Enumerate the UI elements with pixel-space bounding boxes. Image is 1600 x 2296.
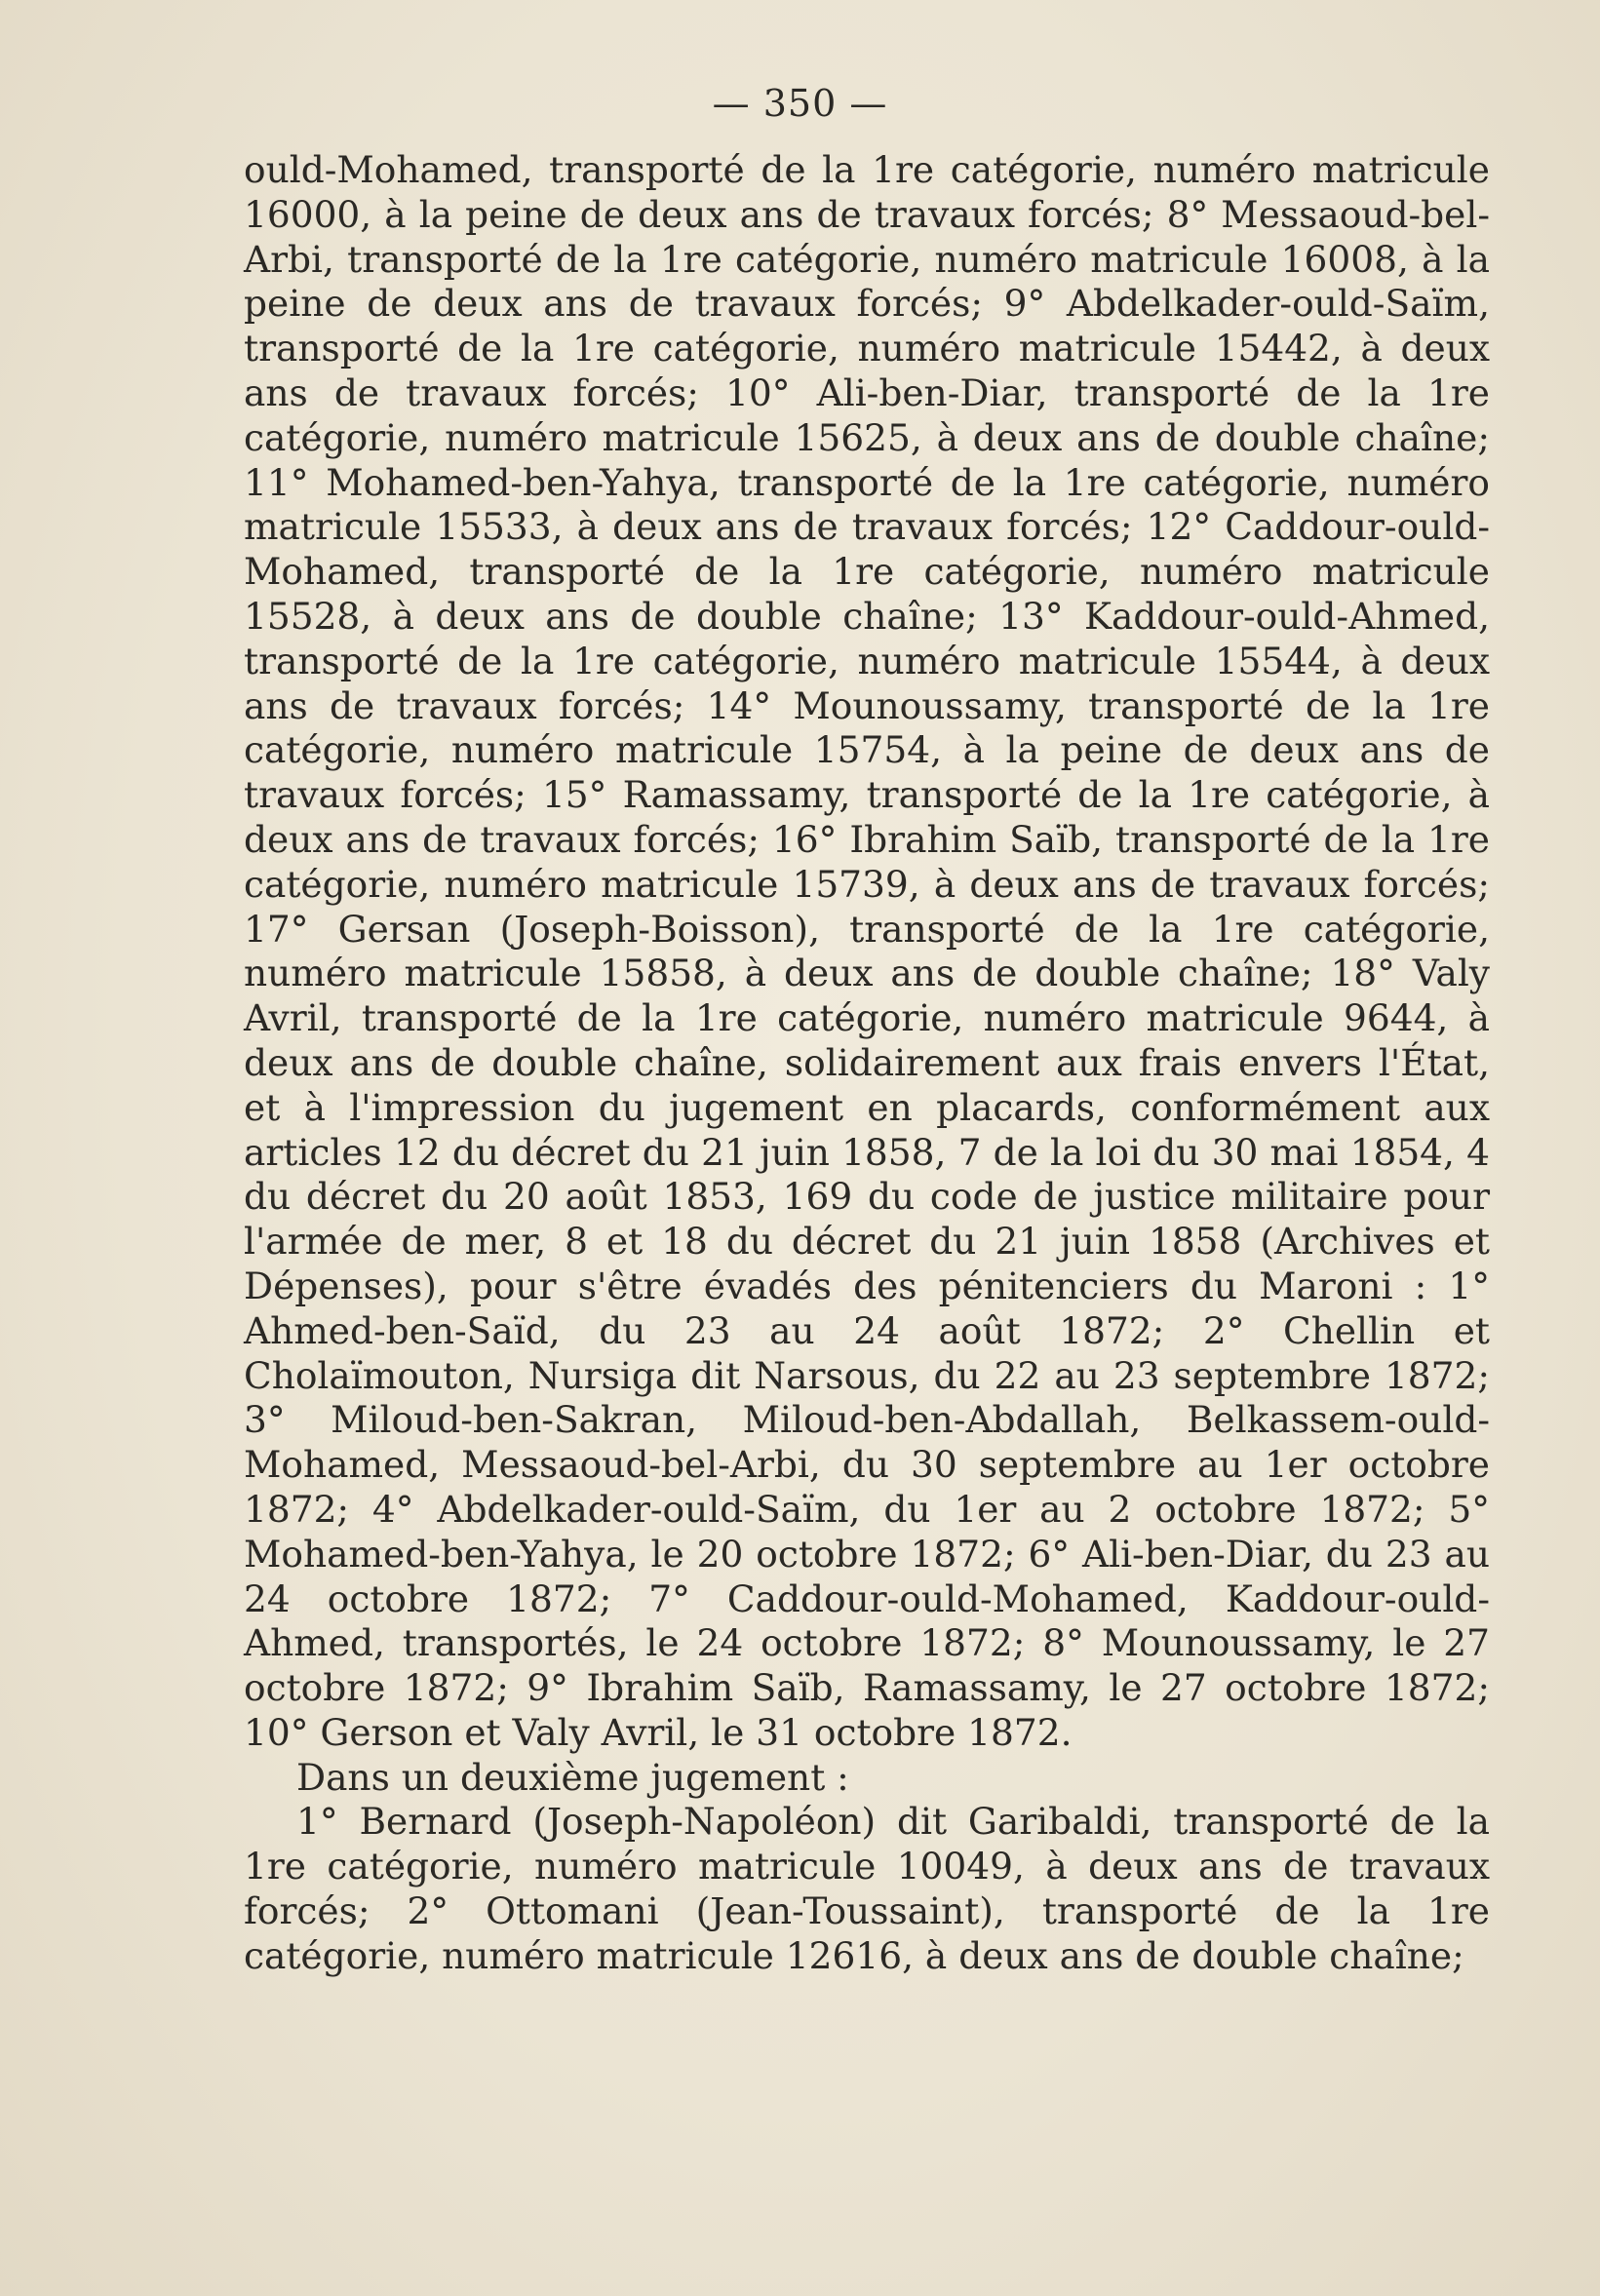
paragraph-2: Dans un deuxième jugement : (296, 1755, 849, 1799)
paragraph-3: 1° Bernard (Joseph-Napoléon) dit Garibaldi, transporté de la 1re catégorie, numéro matricule 10049, à deux ans de travaux forcés; 2° Ottomani (Jean-Toussaint), transporté de la 1re catégorie, numéro matricule 12616, à deux ans de double chaîne; (244, 1800, 1490, 1977)
paragraph-1: ould-Mohamed, transporté de la 1re catégorie, numéro matricule 16000, à la peine de deux ans de travaux forcés; 8° Messaoud-bel-Arbi, transporté de la 1re catégorie, numéro matricule 16008, à la peine de deux ans de travaux forcés; 9° Abdelkader-ould-Saïm, transporté de la 1re catégorie, numéro matricule 15442, à deux ans de travaux forcés; 10° Ali-ben-Diar, transporté de la 1re catégorie, numéro matricule 15625, à deux ans de double chaîne; 11° Mohamed-ben-Yahya, transporté de la 1re catégorie, numéro matricule 15533, à deux ans de travaux forcés; 12° Caddour-ould-Mohamed, transporté de la 1re catégorie, numéro matricule 15528, à deux ans de double chaîne; 13° Kaddour-ould-Ahmed, transporté de la 1re catégorie, numéro matricule 15544, à deux ans de travaux forcés; 14° Mounoussamy, transporté de la 1re catégorie, numéro matricule 15754, à la peine de deux ans de travaux forcés; 15° Ramassamy, transporté de la 1re catégorie, à deux ans de travaux forcés; 16° Ibrahim Saïb, transporté de la 1re catégorie, numéro matricule 15739, à deux ans de travaux forcés; 17° Gersan (Joseph-Boisson), transporté de la 1re catégorie, numéro matricule 15858, à deux ans de double chaîne; 18° Valy Avril, transporté de la 1re catégorie, numéro matricule 9644, à deux ans de double chaîne, solidairement aux frais envers l'État, et à l'impression du jugement en placards, conformément aux articles 12 du décret du 21 juin 1858, 7 de la loi du 30 mai 1854, 4 du décret du 20 août 1853, 169 du code de justice militaire pour l'armée de mer, 8 et 18 du décret du 21 juin 1858 (Archives et Dépenses), pour s'être évadés des pénitenciers du Maroni : 1° Ahmed-ben-Saïd, du 23 au 24 août 1872; 2° Chellin et Cholaïmouton, Nursiga dit Narsous, du 22 au 23 septembre 1872; 3° Miloud-ben-Sakran, Miloud-ben-Abdallah, Belkassem-ould-Mohamed, Messaoud-bel-Arbi, du 30 septembre au 1er octobre 1872; 4° Abdelkader-ould-Saïm, du 1er au 2 octobre 1872; 5° Mohamed-ben-Yahya, le 20 octobre 1872; 6° Ali-ben-Diar, du 23 au 24 octobre 1872; 7° Caddour-ould-Mohamed, Kaddour-ould-Ahmed, transportés, le 24 octobre 1872; 8° Mounoussamy, le 27 octobre 1872; 9° Ibrahim Saïb, Ramassamy, le 27 octobre 1872; 10° Gerson et Valy Avril, le 31 octobre 1872. (244, 148, 1490, 1754)
body-text (244, 148, 1490, 1979)
page-number: — 350 — (712, 82, 888, 125)
